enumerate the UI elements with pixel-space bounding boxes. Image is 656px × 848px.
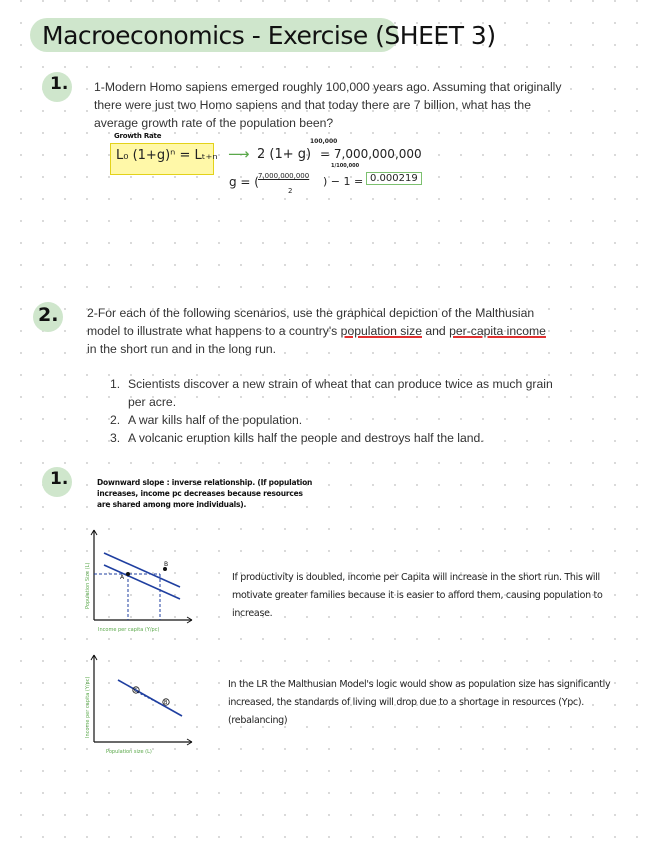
graph1-explanation [232,569,632,623]
q2-text-line: 2-For each of the following scenarios, use the graphical depiction of the Malthusian [87,306,535,320]
q1-text-line: there were just two Homo sapiens and that today there are 7 billion, what has the [94,98,531,112]
step1-right: = 7,000,000,000 [320,147,422,161]
step2-exponent: 1/100,000 [331,163,360,169]
answer1-number: 1. [50,469,69,489]
slope-note-line: Downward slope : inverse relationship. (If population [97,478,313,487]
list-item [110,429,610,447]
list-item-text: A volcanic eruption kills half the people and destroys half the land. [128,431,484,445]
population-size-underlined: population size [340,324,422,338]
graph1-y-label: Population Size (L) [85,562,91,609]
graph2-y-label: Income per capita (Y/pc) [85,676,91,738]
q2-text [87,304,627,358]
q1-text-line: 1-Modern Homo sapiens emerged roughly 100,000 years ago. Assuming that originally [94,80,562,94]
list-item-number: 1. [110,377,121,391]
graph2-explanation-line: increased, the standards of living will drop due to a shortage in resources (Ypc). [228,697,584,708]
arrow-icon: ⟶ [228,145,250,163]
graph2-point-b-label: B [164,700,168,706]
q1-number: 1. [50,74,69,94]
graph2-explanation [228,676,638,730]
q1-text [94,78,614,132]
list-item-line: per acre. [128,395,177,409]
q2-text-segment: model to illustrate what happens to a country's [87,324,341,338]
graph1-point-a-label: A [120,574,125,581]
page-title: Macroeconomics - Exercise (SHEET 3) [42,21,496,50]
slope-note-line: are shared among more individuals). [97,500,247,509]
step1-left: 2 (1+ g) [257,147,312,162]
list-item-line: Scientists discover a new strain of wheat that can produce twice as much grain [128,377,553,391]
list-item-number: 2. [110,413,121,427]
formula-label: Growth Rate [114,132,162,140]
graph2-explanation-line: (rebalancing) [228,715,288,726]
malthus-graph-1 [80,525,205,640]
slope-note [97,477,317,510]
list-item [110,375,610,411]
step1-exponent: 100,000 [310,138,338,145]
malthus-graph-2 [80,650,205,758]
scenario-list [110,375,610,447]
q2-text-line: in the short run and in the long run. [87,342,277,356]
list-item-text: A war kills half of the population. [128,413,303,427]
graph1-explanation-line: increase. [232,608,273,619]
q2-number: 2. [38,304,59,326]
step2-right: ) − 1 = [323,175,364,188]
per-capita-income-underlined: per-capita income [449,324,546,338]
graph2-explanation-line: In the LR the Malthusian Model's logic would show as population size has significantly [228,679,611,690]
q2-text-segment: and [421,324,450,338]
step2-numerator: 7,000,000,000 [258,172,310,180]
q1-answer: 0.000219 [366,172,422,185]
step2-left: g = ( [229,175,259,189]
graph1-explanation-line: motivate greater families because it is easier to afford them, causing population to [232,590,603,601]
graph2-curve [118,680,182,716]
graph1-point-a [126,572,130,576]
slope-note-line: increases, income pc decreases because resources [97,489,303,498]
graph2-x-label: Population size (L) [106,749,152,755]
graph2-point-c-label: C [134,688,138,694]
q1-text-line: average growth rate of the population been? [94,116,334,130]
graph1-explanation-line: If productivity is doubled, income per Capita will increase in the short run. This will [232,572,600,583]
step2-denominator: 2 [288,187,293,195]
list-item [110,411,610,429]
growth-formula: L₀ (1+g)ⁿ = Lₜ₊ₙ [116,148,218,163]
graph1-x-label: Income per capita (Y/pc) [98,627,160,633]
list-item-text [128,375,553,411]
graph1-point-b-label: B [164,561,169,568]
list-item-number: 3. [110,431,121,445]
q2-text-line [87,322,627,340]
